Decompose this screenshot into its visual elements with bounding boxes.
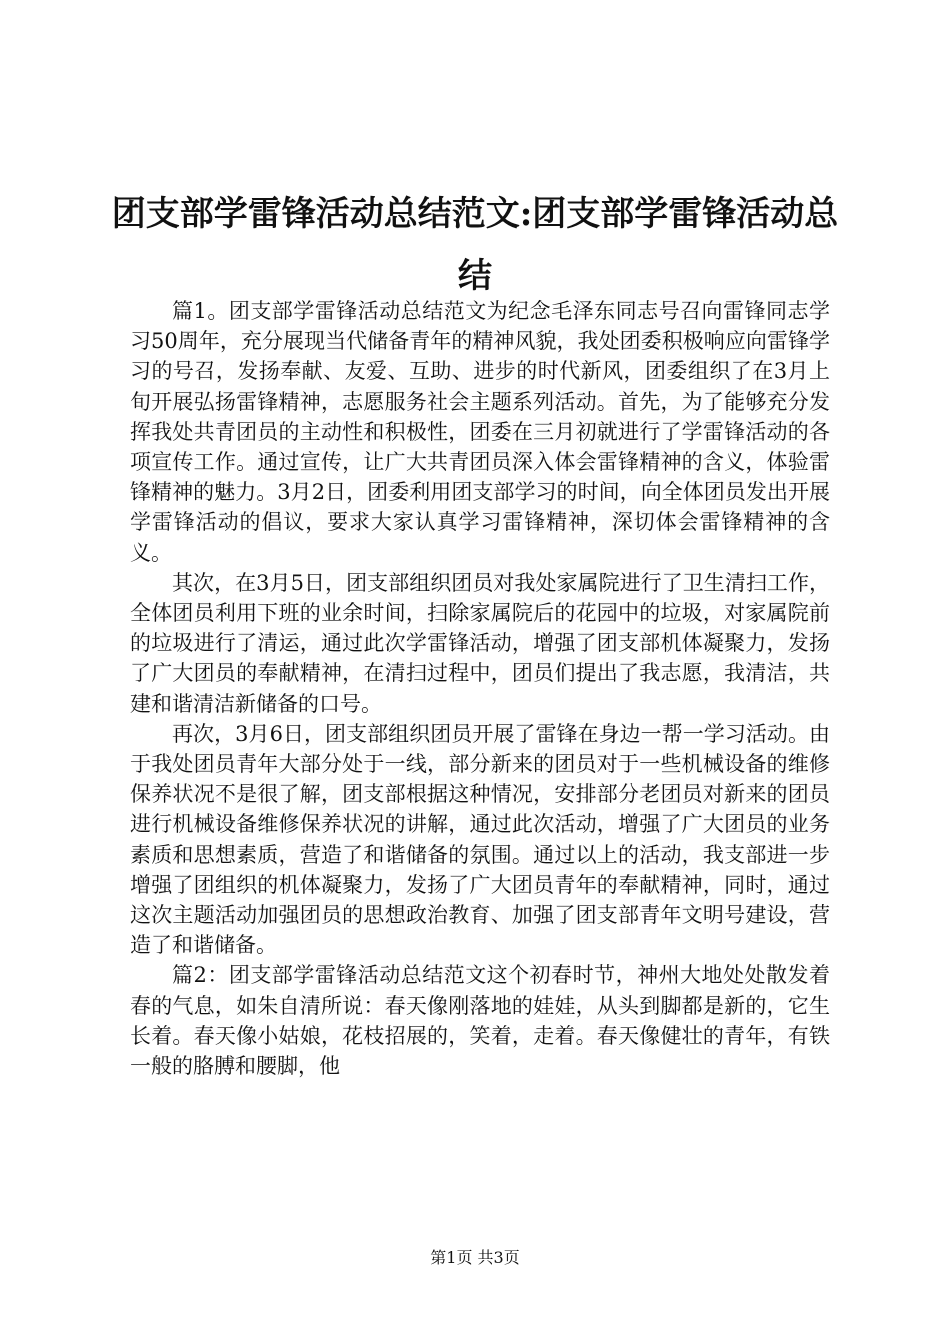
paragraph-1: 篇1。团支部学雷锋活动总结范文为纪念毛泽东同志号召向雷锋同志学习50周年，充分展现当代储备青年的精神风貌，我处团委积极响应向雷锋学习的号召，发扬奉献、友爱、互助、进步的时代新风，团委组织了在3月上旬开展弘扬雷锋精神，志愿服务社会主题系列活动。首先，为了能够充分发挥我处共青团员的主动性和积极性，团委在三月初就进行了学雷锋活动的各项宣传工作。通过宣传，让广大共青团员深入体会雷锋精神的含义，体验雷锋精神的魅力。3月2日，团委利用团支部学习的时间，向全体团员发出开展学雷锋活动的倡议，要求大家认真学习雷锋精神，深切体会雷锋精神的含义。 bbox=[130, 299, 830, 565]
document-title: 团支部学雷锋活动总结范文:团支部学雷锋活动总结 bbox=[111, 194, 839, 296]
page-footer: 第1页 共3页 bbox=[430, 1248, 520, 1267]
paragraph-2: 其次，在3月5日，团支部组织团员对我处家属院进行了卫生清扫工作，全体团员利用下班的业余时间，扫除家属院后的花园中的垃圾，对家属院前的垃圾进行了清运，通过此次学雷锋活动，增强了团支部机体凝聚力，发扬了广大团员的奉献精神，在清扫过程中，团员们提出了我志愿，我清洁，共建和谐清洁新储备的口号。 bbox=[130, 570, 830, 716]
paragraph-4: 篇2：团支部学雷锋活动总结范文这个初春时节，神州大地处处散发着春的气息，如朱自清所说：春天像刚落地的娃娃，从头到脚都是新的，它生长着。春天像小姑娘，花枝招展的，笑着，走着。春天像健壮的青年，有铁一般的胳膊和腰脚，他 bbox=[130, 963, 830, 1079]
paragraph-3: 再次，3月6日，团支部组织团员开展了雷锋在身边一帮一学习活动。由于我处团员青年大部分处于一线，部分新来的团员对于一些机械设备的维修保养状况不是很了解，团支部根据这种情况，安排部分老团员对新来的团员进行机械设备维修保养状况的讲解，通过此次活动，增强了广大团员的业务素质和思想素质，营造了和谐储备的氛围。通过以上的活动，我支部进一步增强了团组织的机体凝聚力，发扬了广大团员青年的奉献精神，同时，通过这次主题活动加强团员的思想政治教育、加强了团支部青年文明号建设，营造了和谐储备。 bbox=[130, 721, 830, 958]
document-body bbox=[130, 296, 830, 1081]
